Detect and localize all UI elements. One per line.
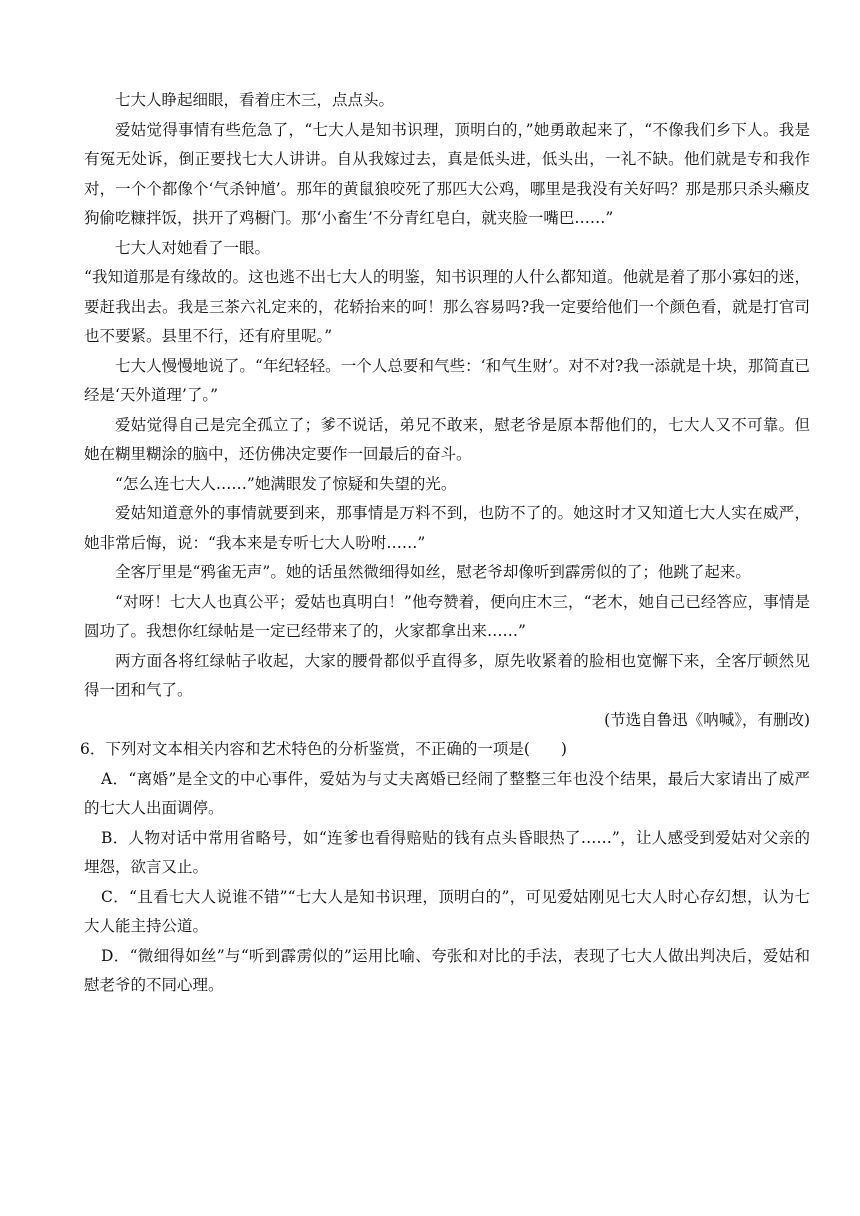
option-d: D．“微细得如丝”与“听到霹雳似的”运用比喻、夸张和对比的手法，表现了七大人做出判决后，爱姑和慰老爷的不同心理。 xyxy=(84,946,810,994)
passage-source: (节选自鲁迅《呐喊》，有删改) xyxy=(604,710,810,729)
passage-paragraph-2: 爱姑觉得事情有些危急了，“七大人是知书识理，顶明白的，”她勇敢起来了，“不像我们乡下人。我是有冤无处诉，倒正要找七大人讲讲。自从我嫁过去，真是低头进，低头出，一礼不缺。他们就是专和我作对，一个个都像个‘气杀钟馗’。那年的黄鼠狼咬死了那匹大公鸡，哪里是我没有关好吗？那是那只杀头癞皮狗偷吃糠拌饭，拱开了鸡橱门。那‘小畜生’不分青红皂白，就夹脸一嘴巴……” xyxy=(84,120,810,227)
passage-paragraph-8: 爱姑知道意外的事情就要到来，那事情是万料不到，也防不了的。她这时才又知道七大人实在威严，她非常后悔，说：“我本来是专听七大人吩咐……” xyxy=(84,504,810,552)
option-c: C．“且看七大人说谁不错”“七大人是知书识理，顶明白的”，可见爱姑刚见七大人时心存幻想，认为七大人能主持公道。 xyxy=(84,887,810,935)
passage-paragraph-7: “怎么连七大人……”她满眼发了惊疑和失望的光。 xyxy=(115,474,457,493)
option-a: A．“离婚”是全文的中心事件，爱姑为与丈夫离婚已经闹了整整三年也没个结果，最后大家请出了威严的七大人出面调停。 xyxy=(84,769,810,817)
passage-paragraph-4: “我知道那是有缘故的。这也逃不出七大人的明鉴，知书识理的人什么都知道。他就是着了那小寡妇的迷，要赶我出去。我是三茶六礼定来的，花轿抬来的呵！那么容易吗?我一定要给他们一个颜色看，就是打官司也不要紧。县里不行，还有府里呢。” xyxy=(84,268,810,345)
passage-paragraph-3: 七大人对她看了一眼。 xyxy=(115,238,271,257)
document-content xyxy=(80,86,810,1001)
option-b: B．人物对话中常用省略号，如“连爹也看得赔贴的钱有点头昏眼热了……”，让人感受到爱姑对父亲的埋怨，欲言又止。 xyxy=(84,828,810,876)
passage-paragraph-10: “对呀！七大人也真公平；爱姑也真明白！”他夸赞着，便向庄木三，“老木，她自己已经答应，事情是圆功了。我想你红绿帖是一定已经带来了的，火家都拿出来……” xyxy=(84,592,810,640)
passage-paragraph-11: 两方面各将红绿帖子收起，大家的腰骨都似乎直得多，原先收紧着的脸相也宽懈下来，全客厅顿然见得一团和气了。 xyxy=(84,651,810,699)
passage-paragraph-6: 爱姑觉得自己是完全孤立了；爹不说话，弟兄不敢来，慰老爷是原本帮他们的，七大人又不可靠。但她在糊里糊涂的脑中，还仿佛决定要作一回最后的奋斗。 xyxy=(84,415,810,463)
question-stem: 6．下列对文本相关内容和艺术特色的分析鉴赏，不正确的一项是( ) xyxy=(80,740,567,758)
passage-paragraph-1: 七大人睁起细眼，看着庄木三，点点头。 xyxy=(115,91,395,109)
passage-paragraph-5: 七大人慢慢地说了。“年纪轻轻。一个人总要和气些：‘和气生财’。对不对?我一添就是十块，那简直已经是‘天外道理’了。” xyxy=(84,356,810,404)
passage-paragraph-9: 全客厅里是“鸦雀无声”。她的话虽然微细得如丝，慰老爷却像听到霹雳似的了；他跳了起来。 xyxy=(115,563,751,581)
